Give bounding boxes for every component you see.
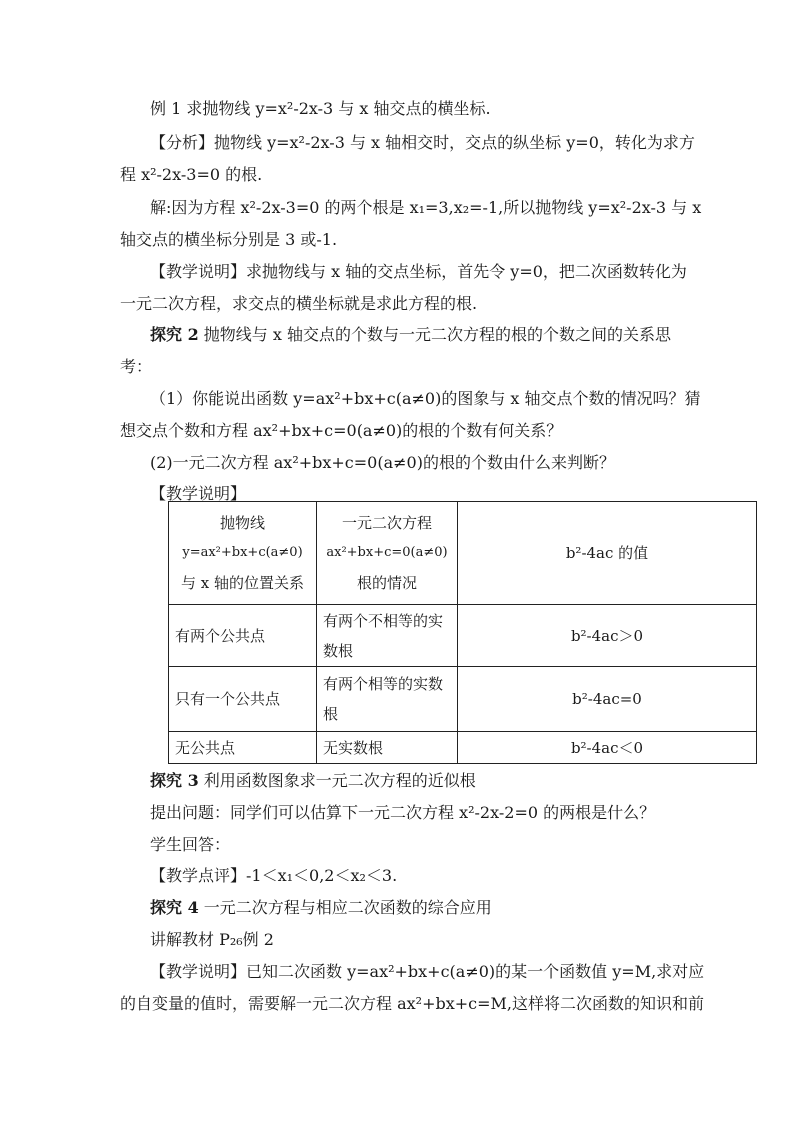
row-1-col-2	[317, 605, 458, 667]
header-col-1-line-1: 抛物线	[219, 514, 265, 532]
explore-3-text: 利用函数图象求一元二次方程的近似根	[198, 771, 476, 790]
header-col-1-line-3: 与 x 轴的位置关系	[181, 574, 304, 592]
explore-3-heading	[150, 771, 476, 791]
row-2-col-1: 只有一个公共点	[169, 667, 317, 732]
explore-4-text: 一元二次方程与相应二次函数的综合应用	[198, 898, 492, 917]
textbook-reference: 讲解教材 P₂₆例 2	[150, 930, 274, 949]
analysis-line-1: 【分析】抛物线 y=x²-2x-3 与 x 轴相交时，交点的纵坐标 y=0，转化为求方	[150, 133, 695, 152]
analysis-line-2: 程 x²-2x-3=0 的根.	[120, 165, 263, 184]
explore-2-title: 探究 2	[150, 325, 199, 344]
row-3-col-2: 无实数根	[317, 732, 458, 764]
teaching-note-2: 【教学说明】	[150, 484, 247, 503]
teaching-comment: 【教学点评】-1＜x₁＜0,2＜x₂＜3.	[150, 866, 398, 885]
explore-2-heading	[150, 325, 671, 345]
row-3-col-3: b²-4ac＜0	[458, 732, 757, 764]
row-2-col-3: b²-4ac=0	[458, 667, 757, 732]
question-1-line-1: （1）你能说出函数 y=ax²+bx+c(a≠0)的图象与 x 轴交点个数的情况吗？猜	[150, 389, 701, 408]
header-col-2-line-1: 一元二次方程	[341, 514, 432, 532]
header-col-2	[317, 502, 458, 605]
table-header-row	[169, 502, 757, 605]
row-2-col-2-line-2: 根	[323, 705, 339, 723]
question-1-line-2: 想交点个数和方程 ax²+bx+c=0(a≠0)的根的个数有何关系？	[120, 421, 563, 440]
question-prompt: 提出问题：同学们可以估算下一元二次方程 x²-2x-2=0 的两根是什么？	[150, 803, 656, 822]
explore-3-title: 探究 3	[150, 771, 199, 790]
row-1-col-2-line-2: 数根	[323, 641, 354, 660]
teaching-note-3-line-2: 的自变量的值时，需要解一元二次方程 ax²+bx+c=M,这样将二次函数的知识和前	[120, 994, 704, 1013]
table-row	[169, 732, 757, 764]
student-answer: 学生回答：	[150, 835, 231, 854]
solution-line-2: 轴交点的横坐标分别是 3 或-1.	[120, 230, 338, 249]
header-col-1	[169, 502, 317, 605]
explore-2-text: 抛物线与 x 轴交点的个数与一元二次方程的根的个数之间的关系思	[198, 325, 672, 344]
teaching-note-3-line-1: 【教学说明】已知二次函数 y=ax²+bx+c(a≠0)的某一个函数值 y=M,求对应	[150, 962, 705, 981]
teaching-note-1-line-1: 【教学说明】求抛物线与 x 轴的交点坐标，首先令 y=0，把二次函数转化为	[150, 262, 687, 281]
explore-2-continued: 考：	[120, 357, 153, 376]
teaching-note-1-line-2: 一元二次方程，求交点的横坐标就是求此方程的根.	[120, 294, 478, 313]
discriminant-table	[168, 501, 757, 764]
header-col-2-line-3: 根的情况	[356, 574, 417, 592]
header-col-2-line-2: ax²+bx+c=0(a≠0)	[326, 545, 448, 560]
table-row	[169, 667, 757, 732]
row-1-col-2-line-1: 有两个不相等的实	[323, 611, 444, 630]
explore-4-heading	[150, 898, 492, 918]
example-1: 例 1 求抛物线 y=x²-2x-3 与 x 轴交点的横坐标.	[150, 99, 491, 118]
table-row	[169, 605, 757, 667]
header-col-1-line-2: y=ax²+bx+c(a≠0)	[182, 545, 303, 560]
solution-line-1: 解:因为方程 x²-2x-3=0 的两个根是 x₁=3,x₂=-1,所以抛物线 y=x²-2x-3 与 x	[150, 198, 702, 217]
row-3-col-1: 无公共点	[169, 732, 317, 764]
explore-4-title: 探究 4	[150, 898, 199, 917]
row-1-col-3: b²-4ac＞0	[458, 605, 757, 667]
row-2-col-2	[317, 667, 458, 732]
question-2: (2)一元二次方程 ax²+bx+c=0(a≠0)的根的个数由什么来判断？	[150, 453, 615, 472]
row-2-col-2-line-1: 有两个相等的实数	[323, 675, 444, 693]
row-1-col-1: 有两个公共点	[169, 605, 317, 667]
header-col-3: b²-4ac 的值	[458, 502, 757, 605]
